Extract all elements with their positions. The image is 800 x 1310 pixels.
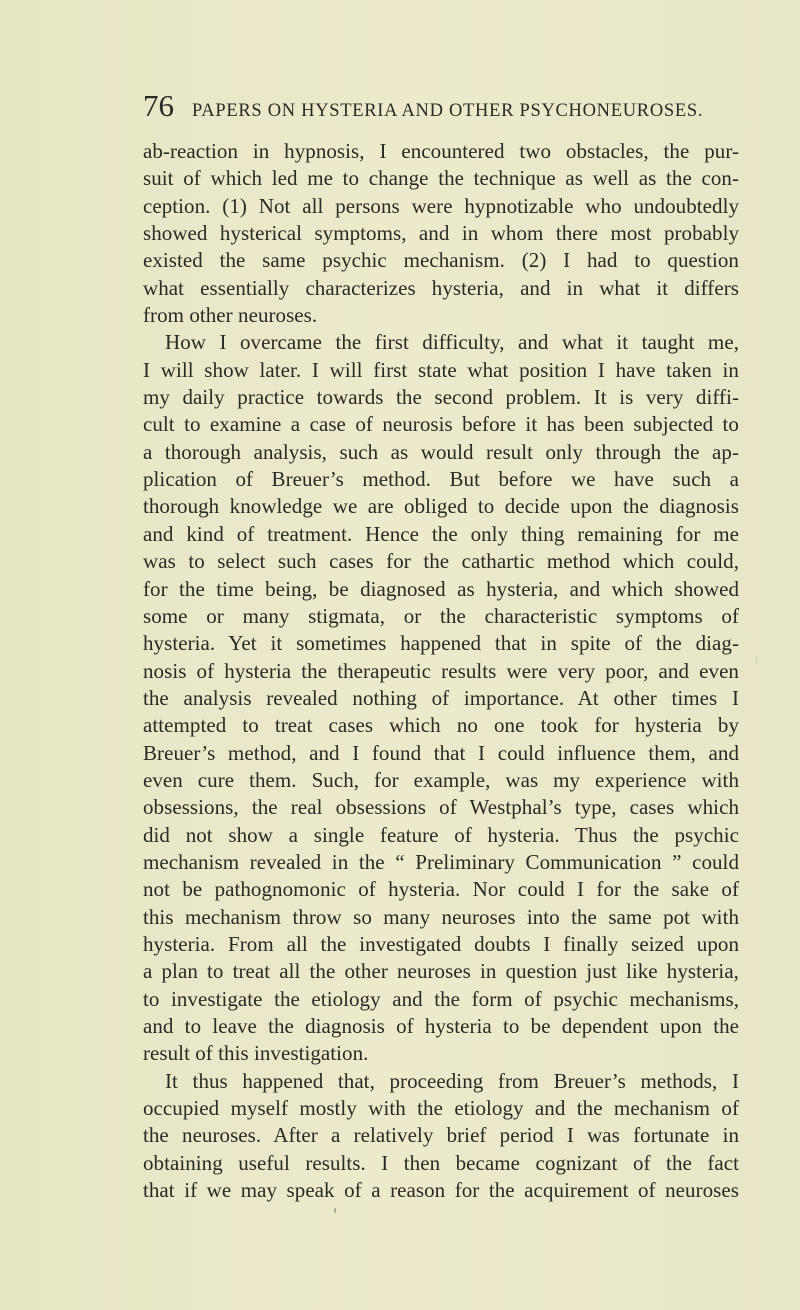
text-line: nosis of hysteria the therapeutic results were very poor, and even (143, 658, 739, 683)
text-line: occupied myself mostly with the etiology and the mechanism of (143, 1096, 739, 1121)
text-line: result of this investigation. (143, 1041, 369, 1066)
text-line: from other neuroses. (143, 303, 318, 328)
text-line: and to leave the diagnosis of hysteria to be dependent upon the (143, 1014, 739, 1038)
text-line: the neuroses. After a relatively brief period I was fortunate in (143, 1123, 739, 1148)
page-number: 76 (143, 88, 174, 123)
text-line: the analysis revealed nothing of importance. At other times I (143, 685, 739, 710)
paragraph-start: How I overcame the first difficulty, and what it taught me, (165, 330, 739, 355)
text-line: ab-reaction in hypnosis, I encountered two obstacles, the pur- (143, 139, 739, 163)
text-line: what essentially characterizes hysteria, and in what it differs (143, 275, 739, 300)
text-line: ception. (1) Not all persons were hypnotizable who undoubtedly (143, 193, 739, 218)
text-line: for the time being, be diagnosed as hysteria, and which showed (143, 576, 739, 601)
running-head (143, 88, 703, 124)
text-line: my daily practice towards the second problem. It is very diffi- (143, 385, 739, 410)
text-line: even cure them. Such, for example, was my experience with (143, 767, 739, 792)
text-line: did not show a single feature of hysteria. Thus the psychic (143, 822, 739, 847)
text-line: mechanism revealed in the “ Preliminary Communication ” could (143, 849, 739, 874)
text-line: a plan to treat all the other neuroses in question just like hysteria, (143, 959, 739, 984)
text-line: thorough knowledge we are obliged to decide upon the diagnosis (143, 494, 739, 519)
text-line: obtaining useful results. I then became cognizant of the fact (143, 1150, 739, 1175)
paper-fiber (756, 656, 757, 664)
text-line: some or many stigmata, or the characteristic symptoms of (143, 603, 739, 628)
text-line: suit of which led me to change the technique as well as the con- (143, 166, 739, 191)
text-line: obsessions, the real obsessions of Westphal’s type, cases which (143, 795, 739, 820)
text-line: I will show later. I will first state what position I have taken in (143, 357, 739, 382)
text-line: to investigate the etiology and the form of psychic mechanisms, (143, 986, 739, 1011)
text-line: hysteria. Yet it sometimes happened that in spite of the diag- (143, 631, 739, 656)
text-line: not be pathognomonic of hysteria. Nor could I for the sake of (143, 877, 739, 902)
text-line: plication of Breuer’s method. But before we have such a (143, 467, 739, 492)
text-line: existed the same psychic mechanism. (2) I had to question (143, 248, 739, 273)
text-line: a thorough analysis, such as would result only through the ap- (143, 439, 739, 464)
running-title: PAPERS ON HYSTERIA AND OTHER PSYCHONEUROSES. (192, 101, 704, 121)
paragraph-start: It thus happened that, proceeding from Breuer’s methods, I (165, 1068, 739, 1093)
text-line: Breuer’s method, and I found that I could influence them, and (143, 740, 739, 765)
text-line: that if we may speak of a reason for the acquirement of neuroses (143, 1178, 739, 1203)
body-text (143, 138, 739, 1204)
text-line: and kind of treatment. Hence the only thing remaining for me (143, 521, 739, 546)
text-line: was to select such cases for the cathartic method which could, (143, 549, 739, 574)
ink-speck (334, 1208, 336, 1213)
text-line: attempted to treat cases which no one took for hysteria by (143, 713, 739, 738)
text-line: showed hysterical symptoms, and in whom there most probably (143, 221, 739, 246)
text-line: this mechanism throw so many neuroses into the same pot with (143, 904, 739, 929)
text-line: hysteria. From all the investigated doubts I finally seized upon (143, 931, 739, 956)
text-line: cult to examine a case of neurosis before it has been subjected to (143, 412, 739, 437)
